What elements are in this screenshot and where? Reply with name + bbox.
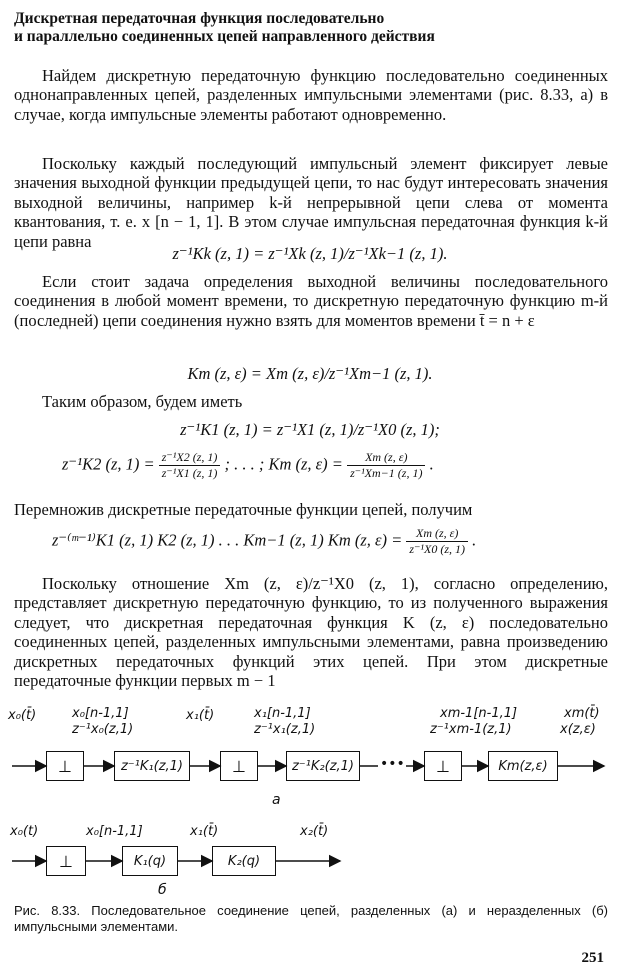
formula-2: Km (z, ε) = Xm (z, ε)/z⁻¹Xm−1 (z, 1). [187,364,433,383]
paragraph-4: Таким образом, будем иметь [42,392,243,411]
sampler-box-2-a: ⊥ [220,751,258,781]
label-x0-b: x₀(t) [10,824,39,839]
ellipsis-dots-a: ••• [380,756,405,772]
k2-box-a: z⁻¹K₂(z,1) [286,751,360,781]
formula-3: z⁻¹K1 (z, 1) = z⁻¹X1 (z, 1)/z⁻¹X0 (z, 1); [180,420,440,439]
km-box-a: Km(z,ε) [488,751,558,781]
paragraph-5: Перемножив дискретные передаточные функции цепей, получим [14,500,473,519]
heading-line-2: и параллельно соединенных цепей направленного действия [14,28,435,45]
k2-box-b: K₂(q) [212,846,276,876]
formula-5-denominator: z⁻¹X0 (z, 1) [409,542,466,556]
label-xm1-sample-a: xm-1[n-1,1] [440,706,518,721]
label-x1-a: x₁(t̄) [186,708,215,723]
sampler-box-b: ⊥ [46,846,86,876]
heading-line-1: Дискретная передаточная функция последовательно [14,10,385,27]
label-x2-b: x₂(t̄) [300,824,329,839]
diagram-b [0,818,620,898]
figure-caption: Рис. 8.33. Последовательное соединение цепей, разделенных (а) и неразделенных (б) импульсными элементами. [14,903,608,934]
label-x1-sample-a: x₁[n-1,1] [254,706,311,721]
formula-4-denominator-1: z⁻¹X1 (z, 1) [161,466,218,480]
paragraph-1: Найдем дискретную передаточную функцию последовательно соединенных однонаправленных цепей, разделенных импульсными элементами (рис. 8.33, а) в случае, когда импульсные элементы работают одновременно. [14,66,608,124]
formula-4-numerator-1: z⁻¹X2 (z, 1) [159,450,221,466]
label-x-z-eps-a: x(z,ε) [560,722,596,737]
formula-4-fraction-1 [159,450,221,481]
page-number: 251 [581,950,604,966]
label-x0-a: x₀(t̄) [8,708,37,723]
formula-5-end: . [472,530,477,550]
label-x1-b: x₁(t̄) [190,824,219,839]
formula-4-denominator-2: z⁻¹Xm−1 (z, 1) [350,466,423,480]
diagram-b-letter: б [158,882,167,898]
label-z-x1-a: z⁻¹x₁(z,1) [254,722,316,737]
formula-5-lhs: z⁻⁽ᵐ⁻¹⁾K1 (z, 1) K2 (z, 1) . . . Km−1 (z, 1) Km (z, ε) = [52,530,403,550]
formula-4-lhs: z⁻¹K2 (z, 1) = [62,454,155,474]
label-xm-a: xm(t̄) [564,706,600,721]
label-z-x0-a: z⁻¹x₀(z,1) [72,722,134,737]
label-x0-sample-b: x₀[n-1,1] [86,824,143,839]
k1-box-a: z⁻¹K₁(z,1) [114,751,190,781]
label-x0-sample-a: x₀[n-1,1] [72,706,129,721]
formula-5-numerator: Xm (z, ε) [406,526,468,542]
formula-5 [52,526,476,557]
paragraph-6: Поскольку отношение Xm (z, ε)/z⁻¹X0 (z, 1), согласно определению, представляет дискретную передаточную функцию, то из полученного выражения следует, что дискретная передаточная функция K (z, ε) последовательно соединенных цепей, разделенных импульсными элементами, равна произведению дискретных передаточных функций этих цепей. При этом дискретные передаточные функции первых m − 1 [14,574,608,691]
formula-4 [62,450,434,481]
sampler-box-m-a: ⊥ [424,751,462,781]
formula-4-fraction-2 [347,450,425,481]
formula-4-middle: ; . . . ; Km (z, ε) = [224,454,343,474]
paragraph-2: Поскольку каждый последующий импульсный элемент фиксирует левые значения выходной функции предыдущей цепи, то нас будут интересовать значения выходной величины, например k-й непрерывной цепи слева от момента квантования, т. е. x [n − 1, 1]. В этом случае импульсная передаточная функция k-й цепи равна [14,154,608,251]
formula-4-end: . [429,454,434,474]
section-heading [14,10,604,46]
paragraph-3: Если стоит задача определения выходной величины последовательного соединения в любой момент времени, то дискретную передаточную функцию m-й (последней) цепи соединения нужно взять для моментов времени t̄ = n + ε [14,272,608,330]
formula-1: z⁻¹Kk (z, 1) = z⁻¹Xk (z, 1)/z⁻¹Xk−1 (z, 1). [172,244,448,263]
formula-5-fraction [406,526,468,557]
formula-4-numerator-2: Xm (z, ε) [347,450,425,466]
sampler-box-1-a: ⊥ [46,751,84,781]
k1-box-b: K₁(q) [122,846,178,876]
diagram-a-letter: а [272,792,281,808]
diagram-a [0,700,620,810]
label-z-xm1-a: z⁻¹xm-1(z,1) [430,722,512,737]
